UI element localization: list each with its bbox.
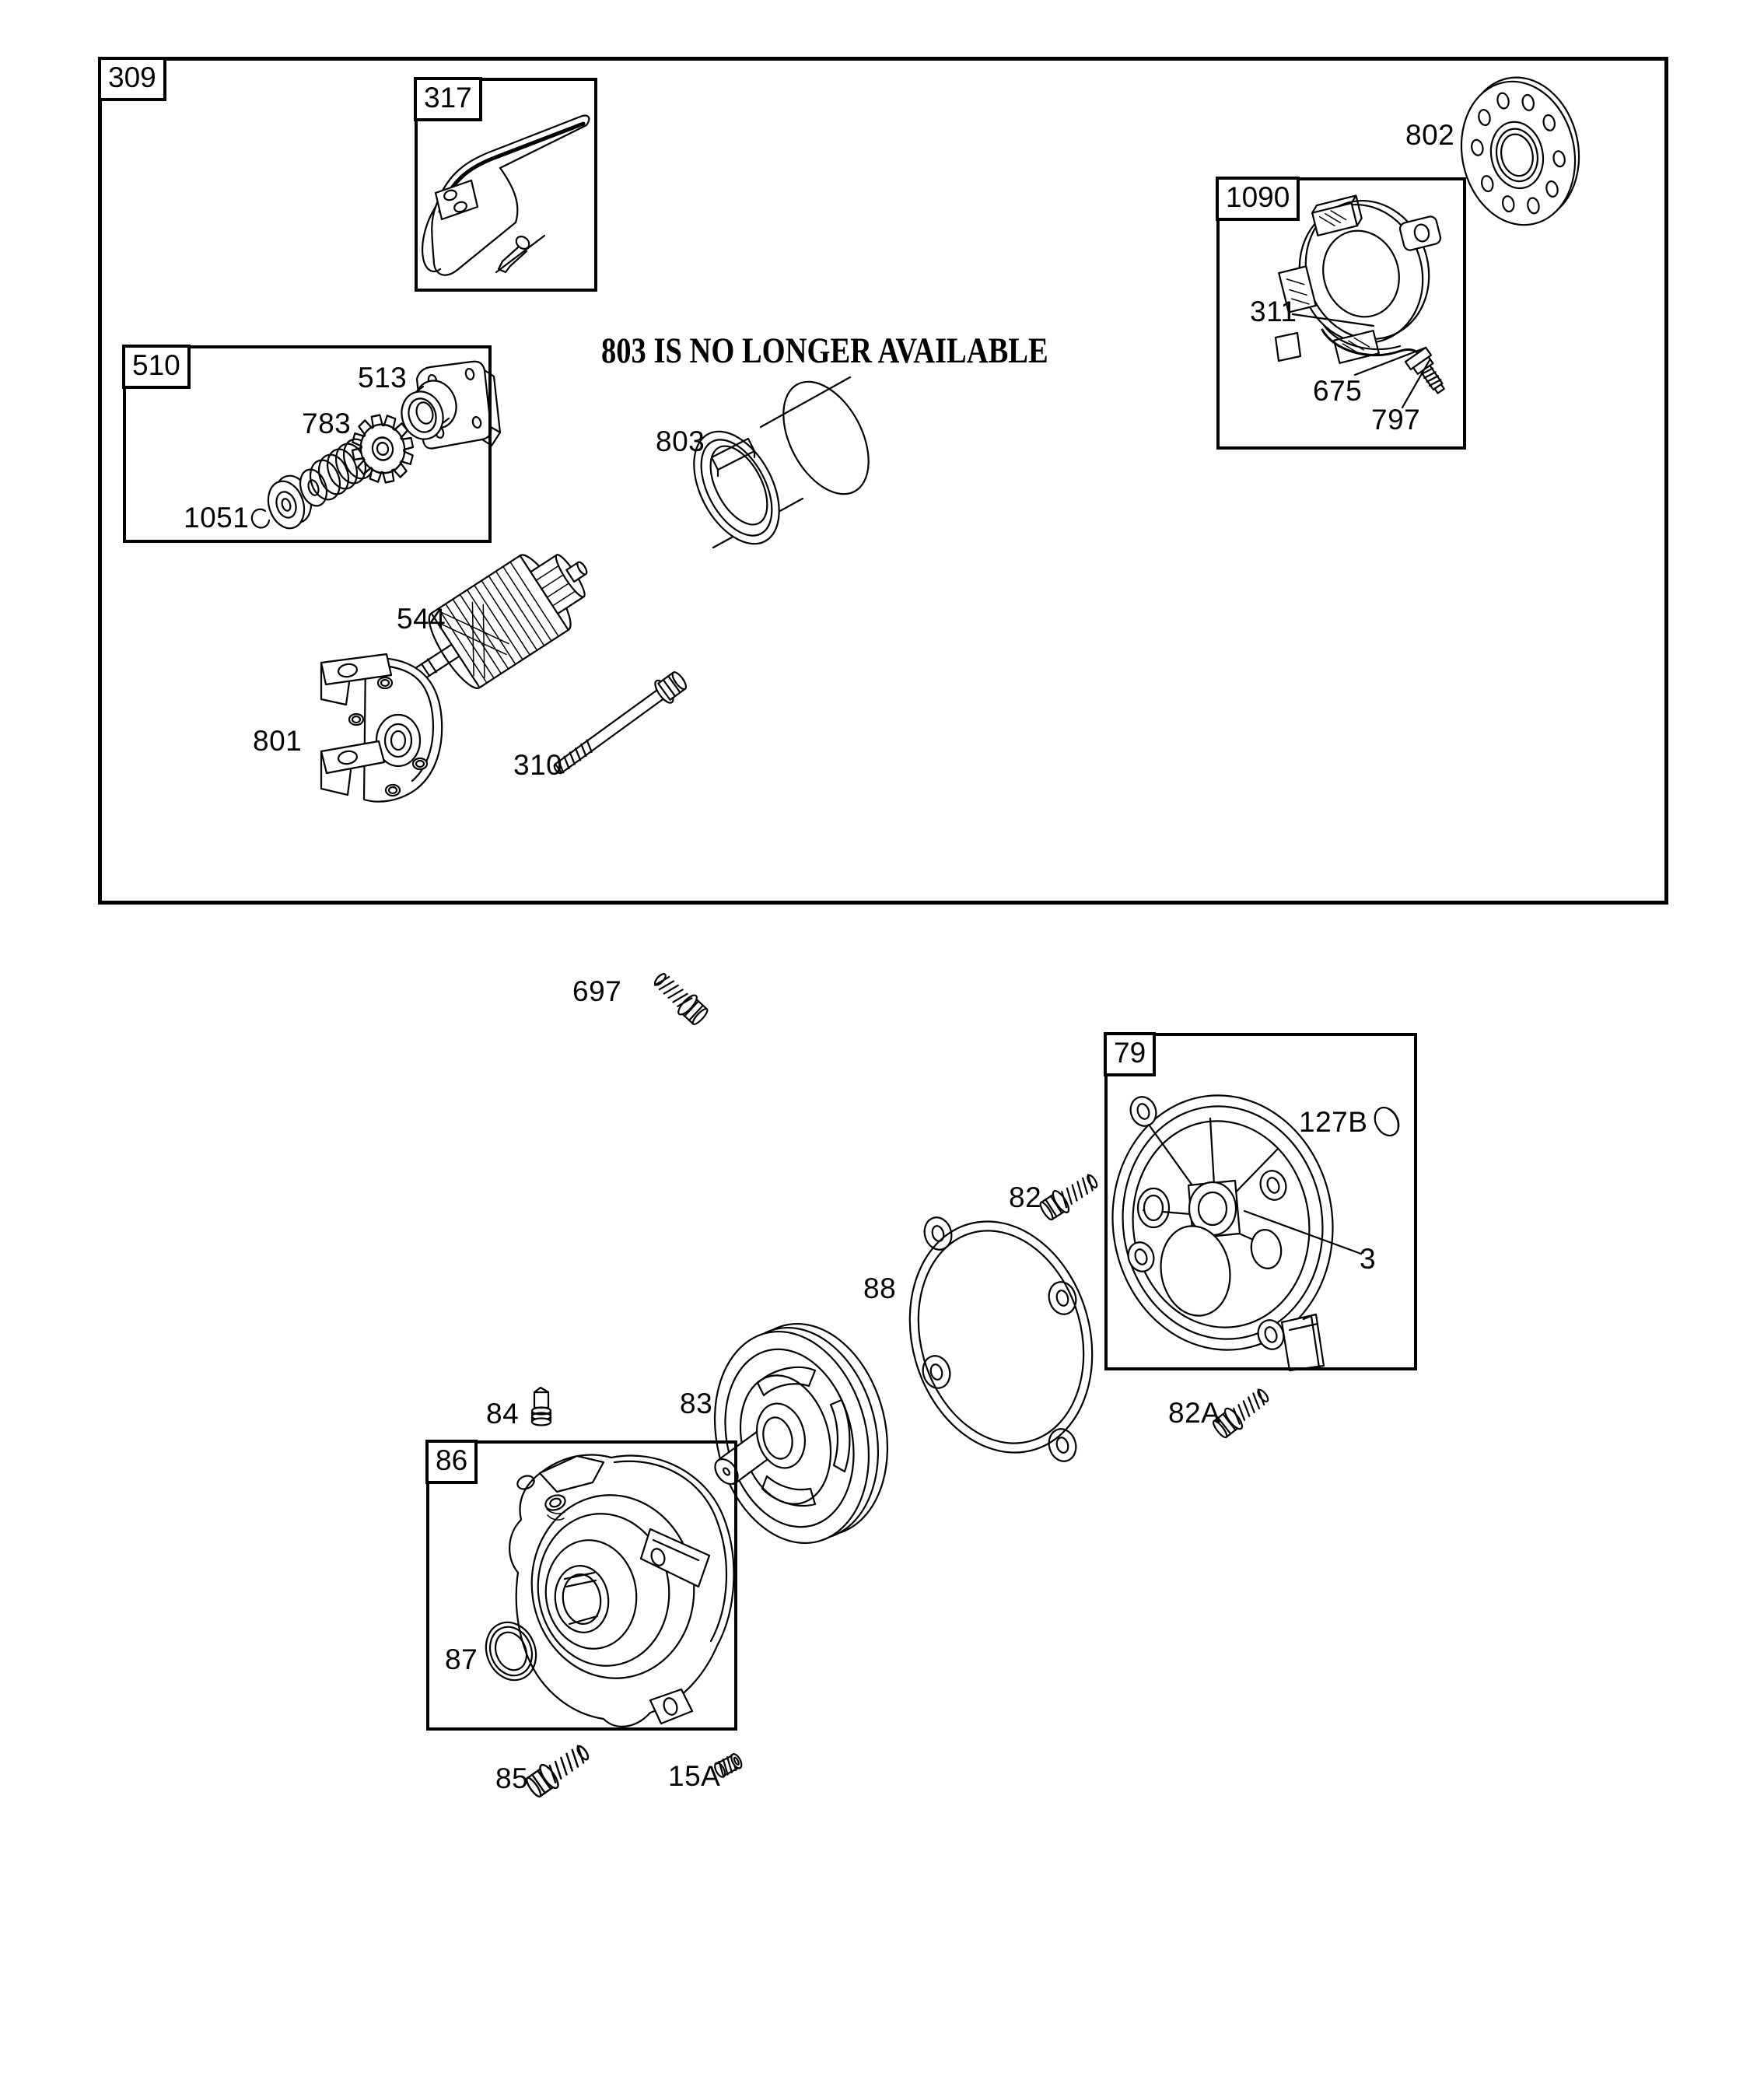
part-label-83: 83 bbox=[680, 1388, 713, 1419]
part-label-3: 3 bbox=[1360, 1243, 1377, 1275]
detail-box-309-number: 309 bbox=[98, 57, 166, 101]
part-label-311: 311 bbox=[1250, 296, 1297, 327]
availability-notice: 803 IS NO LONGER AVAILABLE bbox=[601, 331, 1048, 371]
part-label-88: 88 bbox=[863, 1272, 897, 1304]
detail-box-79-number: 79 bbox=[1104, 1032, 1156, 1076]
part-label-85: 85 bbox=[495, 1762, 529, 1794]
part-label-84: 84 bbox=[486, 1398, 520, 1430]
part-label-675: 675 bbox=[1313, 375, 1363, 407]
part-label-15a: 15A bbox=[668, 1760, 721, 1792]
screw-85-drawing bbox=[523, 1740, 593, 1801]
part-label-803: 803 bbox=[656, 425, 705, 457]
part-label-310: 310 bbox=[513, 749, 563, 781]
nut-84-drawing bbox=[532, 1388, 551, 1426]
part-label-797: 797 bbox=[1371, 404, 1421, 436]
part-label-1051: 1051 bbox=[184, 502, 250, 534]
part-label-697: 697 bbox=[572, 975, 622, 1007]
part-label-513: 513 bbox=[358, 362, 408, 394]
detail-box-317 bbox=[415, 78, 597, 292]
screw-82-drawing bbox=[1037, 1169, 1101, 1223]
detail-box-79 bbox=[1104, 1033, 1417, 1370]
part-label-802: 802 bbox=[1405, 119, 1455, 151]
part-label-783: 783 bbox=[302, 408, 352, 439]
gasket-drawing bbox=[884, 1199, 1118, 1474]
part-label-82: 82 bbox=[1009, 1181, 1042, 1213]
detail-box-1090-number: 1090 bbox=[1216, 177, 1300, 221]
detail-box-317-number: 317 bbox=[414, 77, 482, 121]
screw-697-drawing bbox=[649, 968, 711, 1028]
detail-box-86-number: 86 bbox=[425, 1440, 478, 1484]
part-label-82a: 82A bbox=[1168, 1397, 1221, 1429]
part-label-127b: 127B bbox=[1299, 1106, 1368, 1138]
detail-box-510-number: 510 bbox=[122, 345, 191, 389]
part-label-87: 87 bbox=[445, 1643, 478, 1675]
detail-box-86 bbox=[426, 1440, 737, 1731]
detail-box-510 bbox=[123, 345, 492, 543]
part-label-544: 544 bbox=[397, 603, 446, 635]
part-label-801: 801 bbox=[253, 725, 303, 757]
